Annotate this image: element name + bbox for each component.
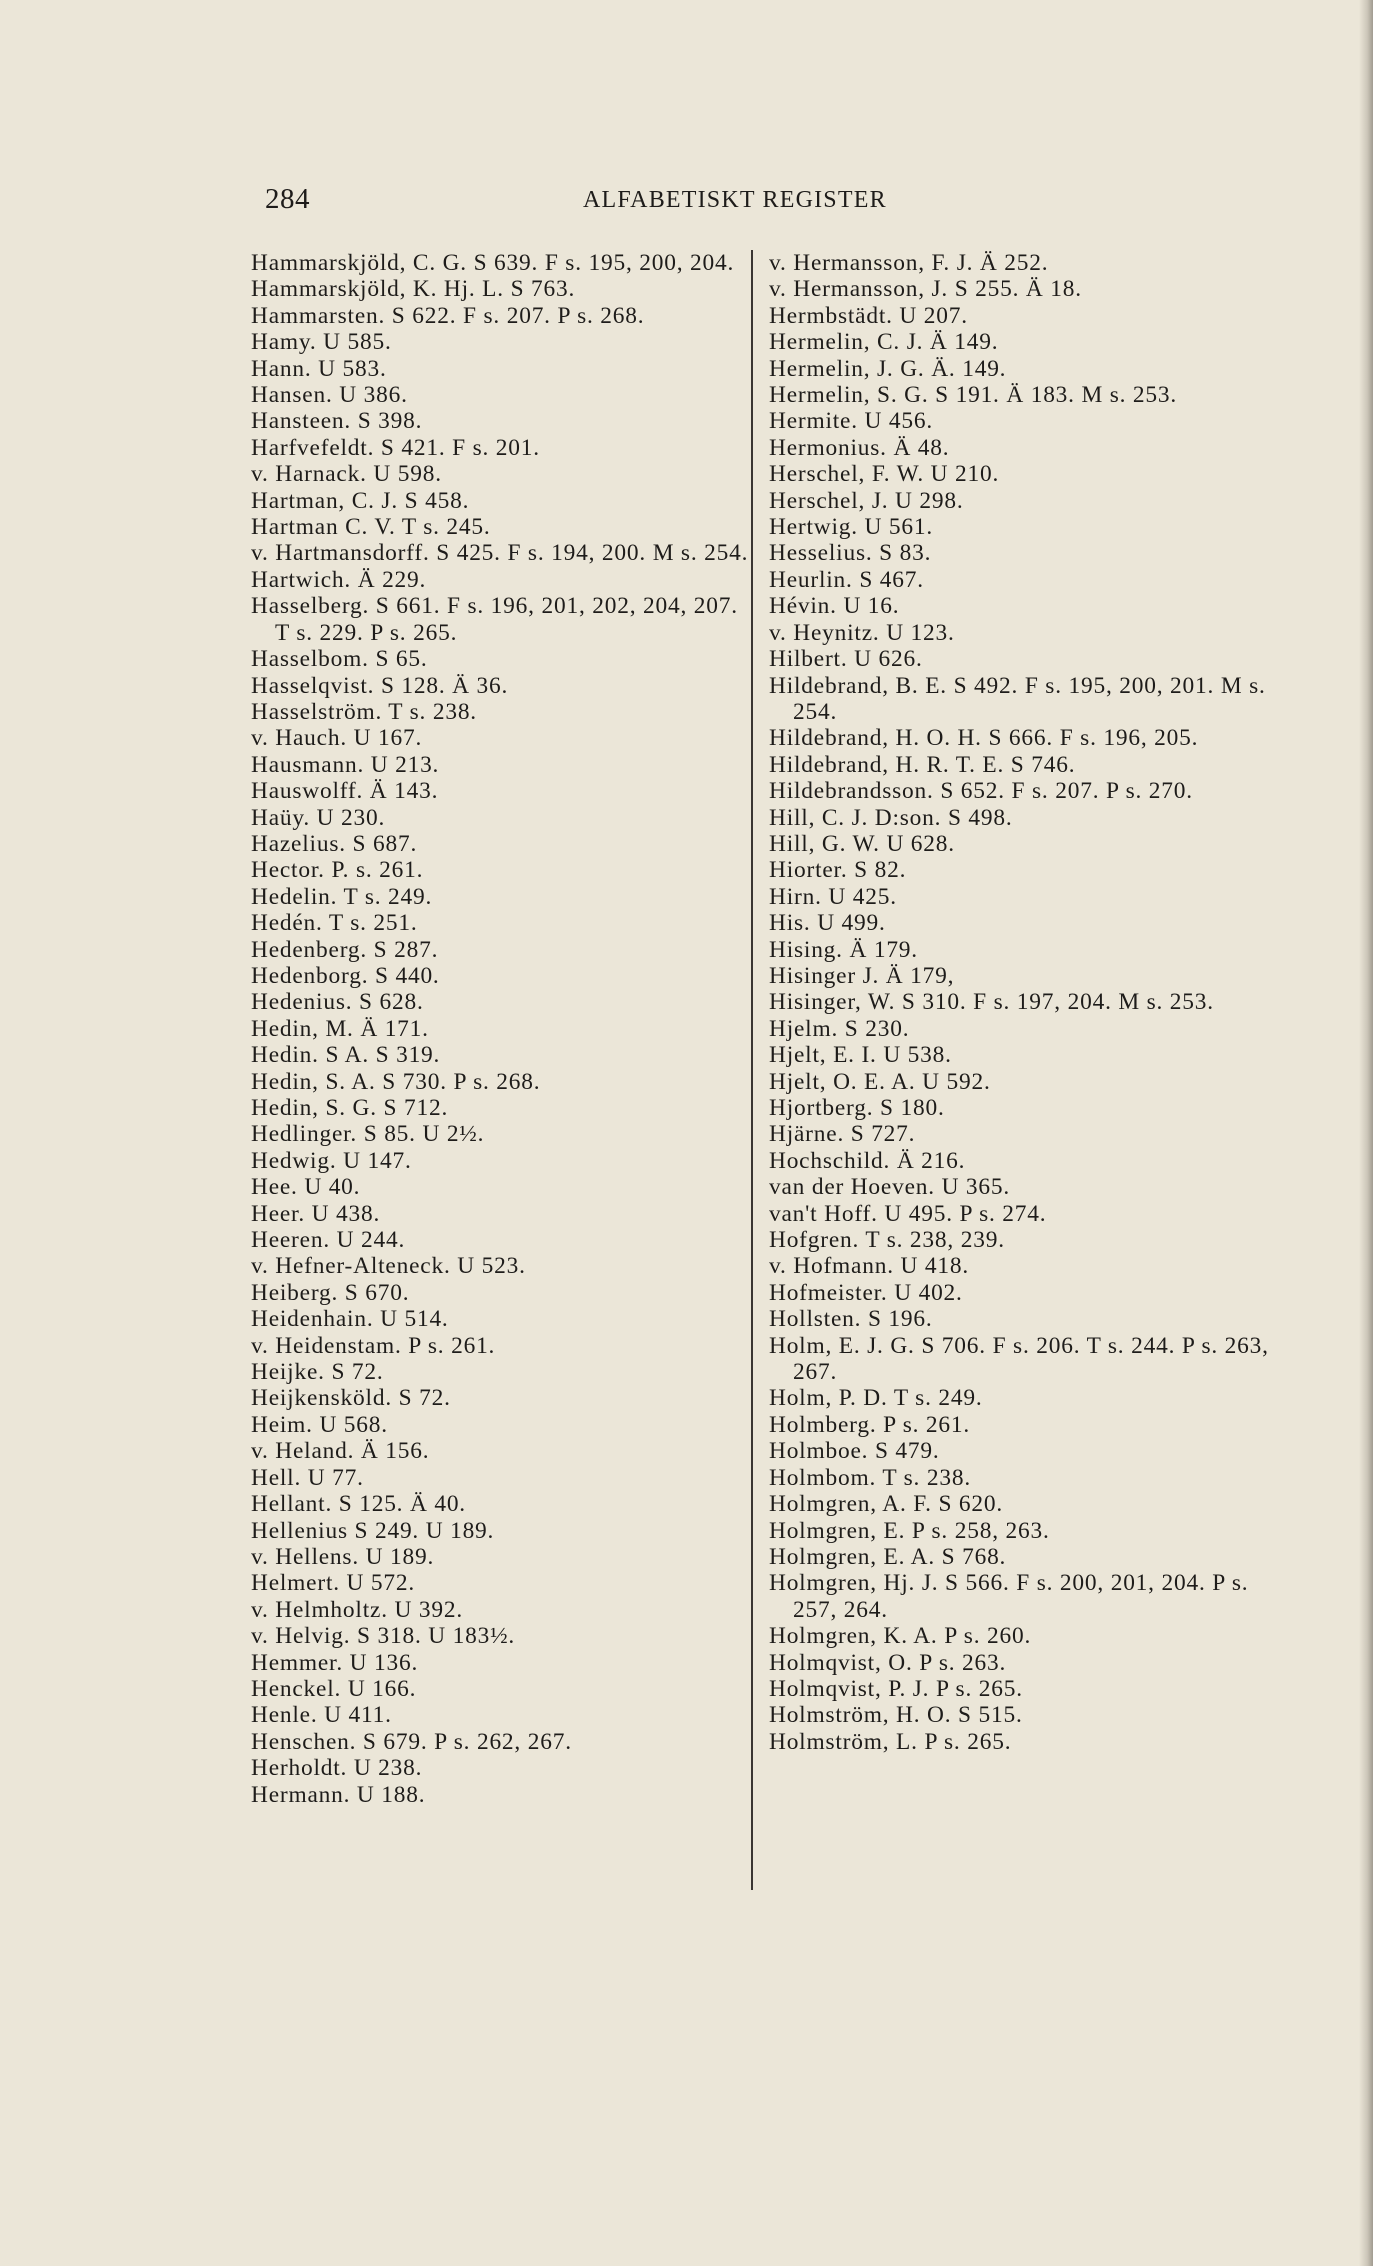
- index-entry: v. Hauch. U 167.: [251, 725, 423, 752]
- index-entry: Hofmeister. U 402.: [769, 1279, 963, 1306]
- index-entry: Heurlin. S 467.: [769, 566, 924, 593]
- running-head: ALFABETISKT REGISTER: [583, 187, 887, 213]
- index-entry: v. Hofmann. U 418.: [769, 1253, 969, 1280]
- index-entry: Hill, G. W. U 628.: [769, 830, 955, 857]
- index-entry: Hiorter. S 82.: [769, 857, 907, 884]
- index-entry: Hazelius. S 687.: [251, 830, 418, 857]
- index-entry: Heijkensköld. S 72.: [251, 1385, 451, 1412]
- index-entry: Herschel, F. W. U 210.: [769, 461, 1000, 488]
- index-entry: Hammarskjöld, C. G. S 639. F s. 195, 200, 204.: [251, 250, 735, 276]
- index-entry: Hildebrand, H. R. T. E. S 746.: [769, 751, 1076, 778]
- page-edge-shadow: [1359, 0, 1373, 2266]
- index-entry: Holmström, L. P s. 265.: [769, 1728, 1012, 1755]
- index-entry: Hauswolff. Ä 143.: [251, 778, 439, 805]
- index-entry: Hermite. U 456.: [769, 408, 934, 435]
- index-entry: Henckel. U 166.: [251, 1675, 417, 1702]
- index-entry: Hausmann. U 213.: [251, 751, 440, 778]
- index-entry: Holm, E. J. G. S 706. F s. 206. T s. 244. P s. 263, 267.: [769, 1332, 1269, 1386]
- index-entry: Hedin. S A. S 319.: [251, 1042, 441, 1069]
- index-entry: Holmqvist, O. P s. 263.: [769, 1649, 1007, 1676]
- index-entry: Hasselström. T s. 238.: [251, 698, 477, 725]
- index-entry: v. Heynitz. U 123.: [769, 619, 955, 646]
- index-entry: Hedin, M. Ä 171.: [251, 1015, 429, 1042]
- index-entry: v. Hermansson, J. S 255. Ä 18.: [769, 276, 1082, 303]
- index-entry: Hasselqvist. S 128. Ä 36.: [251, 672, 509, 699]
- index-entry: v. Helvig. S 318. U 183½.: [251, 1623, 516, 1650]
- index-entry: Hill, C. J. D:son. S 498.: [769, 804, 1013, 831]
- index-entry: Hansteen. S 398.: [251, 408, 423, 435]
- index-entry: Hjelt, E. I. U 538.: [769, 1042, 952, 1069]
- index-entry: Hedlinger. S 85. U 2½.: [251, 1121, 485, 1148]
- index-entry: Hedwig. U 147.: [251, 1147, 412, 1174]
- index-entry: Hochschild. Ä 216.: [769, 1147, 966, 1174]
- index-entry: Hildebrand, H. O. H. S 666. F s. 196, 205.: [769, 725, 1199, 752]
- index-entry: Hermbstädt. U 207.: [769, 302, 968, 329]
- index-entry: Harfvefeldt. S 421. F s. 201.: [251, 434, 540, 461]
- index-entry: Hedén. T s. 251.: [251, 910, 418, 937]
- index-entry: Heim. U 568.: [251, 1411, 388, 1438]
- index-entry: van't Hoff. U 495. P s. 274.: [769, 1200, 1047, 1227]
- index-entry: Hisinger, W. S 310. F s. 197, 204. M s. 253.: [769, 989, 1214, 1016]
- index-entry: Hartwich. Ä 229.: [251, 566, 427, 593]
- left-index-column: [251, 250, 751, 1808]
- index-entry: Hemmer. U 136.: [251, 1649, 419, 1676]
- index-entry: Hartman C. V. T s. 245.: [251, 514, 491, 541]
- index-entry: v. Harnack. U 598.: [251, 461, 442, 488]
- index-entry: Henschen. S 679. P s. 262, 267.: [251, 1728, 572, 1755]
- index-entry: Hell. U 77.: [251, 1464, 364, 1491]
- index-entry: Hartman, C. J. S 458.: [251, 487, 470, 514]
- index-entry: Hedin, S. G. S 712.: [251, 1095, 449, 1121]
- index-entry: Hansen. U 386.: [251, 382, 408, 409]
- index-entry: Holmqvist, P. J. P s. 265.: [769, 1675, 1023, 1702]
- index-entry: Hellenius S 249. U 189.: [251, 1517, 495, 1544]
- index-entry: Hisinger J. Ä 179,: [769, 962, 955, 989]
- index-entry: Hising. Ä 179.: [769, 936, 918, 963]
- index-entry: v. Helmholtz. U 392.: [251, 1596, 463, 1623]
- index-entry: v. Hermansson, F. J. Ä 252.: [769, 250, 1049, 276]
- index-entry: Hedenborg. S 440.: [251, 962, 440, 989]
- index-entry: v. Heidenstam. P s. 261.: [251, 1332, 496, 1359]
- index-entry: Hector. P. s. 261.: [251, 857, 424, 884]
- index-entry: Heer. U 438.: [251, 1200, 381, 1227]
- index-entry: Hellant. S 125. Ä 40.: [251, 1491, 466, 1518]
- index-entry: Hjortberg. S 180.: [769, 1095, 945, 1121]
- index-entry: Hjelm. S 230.: [769, 1015, 910, 1042]
- index-entry: Heeren. U 244.: [251, 1227, 406, 1254]
- index-entry: Hee. U 40.: [251, 1174, 361, 1201]
- index-entry: Hildebrandsson. S 652. F s. 207. P s. 270.: [769, 778, 1193, 805]
- index-entry: Hedenius. S 628.: [251, 989, 424, 1016]
- index-entry: v. Hartmansdorff. S 425. F s. 194, 200. M s. 254.: [251, 540, 749, 567]
- index-entry: Holm, P. D. T s. 249.: [769, 1385, 983, 1412]
- index-entry: Henle. U 411.: [251, 1702, 392, 1729]
- index-entry: v. Heland. Ä 156.: [251, 1438, 430, 1465]
- index-entry: Hjelt, O. E. A. U 592.: [769, 1068, 991, 1095]
- index-entry: Holmgren, E. P s. 258, 263.: [769, 1517, 1050, 1544]
- index-entry: v. Hefner-Alteneck. U 523.: [251, 1253, 526, 1280]
- index-entry: Holmgren, E. A. S 768.: [769, 1543, 1007, 1570]
- index-entry: Hilbert. U 626.: [769, 646, 923, 673]
- index-entry: Hasselbom. S 65.: [251, 646, 428, 673]
- index-entry: Hollsten. S 196.: [769, 1306, 933, 1333]
- index-entry: Heiberg. S 670.: [251, 1279, 410, 1306]
- index-entry: v. Hellens. U 189.: [251, 1543, 435, 1570]
- index-entry: Hjärne. S 727.: [769, 1121, 916, 1148]
- index-entry: Holmgren, Hj. J. S 566. F s. 200, 201, 204. P s. 257, 264.: [769, 1570, 1249, 1623]
- index-entry: Holmboe. S 479.: [769, 1438, 940, 1465]
- index-entry: Hammarskjöld, K. Hj. L. S 763.: [251, 276, 576, 303]
- index-entry: Holmbom. T s. 238.: [769, 1464, 971, 1491]
- index-entry: Holmström, H. O. S 515.: [769, 1702, 1023, 1729]
- right-index-column: [769, 250, 1279, 1755]
- index-entry: Hedenberg. S 287.: [251, 936, 439, 963]
- index-entry: His. U 499.: [769, 910, 886, 937]
- index-entry: Holmgren, K. A. P s. 260.: [769, 1623, 1032, 1650]
- index-entry: Hertwig. U 561.: [769, 514, 934, 541]
- index-entry: Herholdt. U 238.: [251, 1755, 423, 1782]
- index-entry: Hedin, S. A. S 730. P s. 268.: [251, 1068, 541, 1095]
- index-entry: Hedelin. T s. 249.: [251, 883, 433, 910]
- page-number: 284: [265, 183, 310, 215]
- index-entry: Hermonius. Ä 48.: [769, 434, 950, 461]
- index-entry: Hasselberg. S 661. F s. 196, 201, 202, 204, 207. T s. 229. P s. 265.: [251, 593, 738, 646]
- index-entry: Hermelin, C. J. Ä 149.: [769, 329, 999, 356]
- index-entry: Hirn. U 425.: [769, 883, 897, 910]
- column-divider: [751, 250, 753, 1890]
- index-entry: Hermelin, J. G. Ä. 149.: [769, 355, 1007, 382]
- index-entry: Hermelin, S. G. S 191. Ä 183. M s. 253.: [769, 382, 1178, 409]
- index-entry: Heijke. S 72.: [251, 1359, 384, 1386]
- index-entry: Haüy. U 230.: [251, 804, 386, 831]
- index-entry: Hermann. U 188.: [251, 1781, 426, 1808]
- index-entry: Hofgren. T s. 238, 239.: [769, 1227, 1005, 1254]
- index-entry: Hévin. U 16.: [769, 593, 900, 620]
- index-entry: Hann. U 583.: [251, 355, 387, 382]
- index-entry: Holmberg. P s. 261.: [769, 1411, 971, 1438]
- index-entry: Helmert. U 572.: [251, 1570, 416, 1597]
- index-entry: Herschel, J. U 298.: [769, 487, 964, 514]
- index-entry: Hamy. U 585.: [251, 329, 392, 356]
- index-entry: Hesselius. S 83.: [769, 540, 932, 567]
- index-entry: Holmgren, A. F. S 620.: [769, 1491, 1004, 1518]
- index-entry: Heidenhain. U 514.: [251, 1306, 449, 1333]
- index-entry: Hammarsten. S 622. F s. 207. P s. 268.: [251, 302, 645, 329]
- index-entry: van der Hoeven. U 365.: [769, 1174, 1011, 1201]
- index-entry: Hildebrand, B. E. S 492. F s. 195, 200, 201. M s. 254.: [769, 672, 1266, 725]
